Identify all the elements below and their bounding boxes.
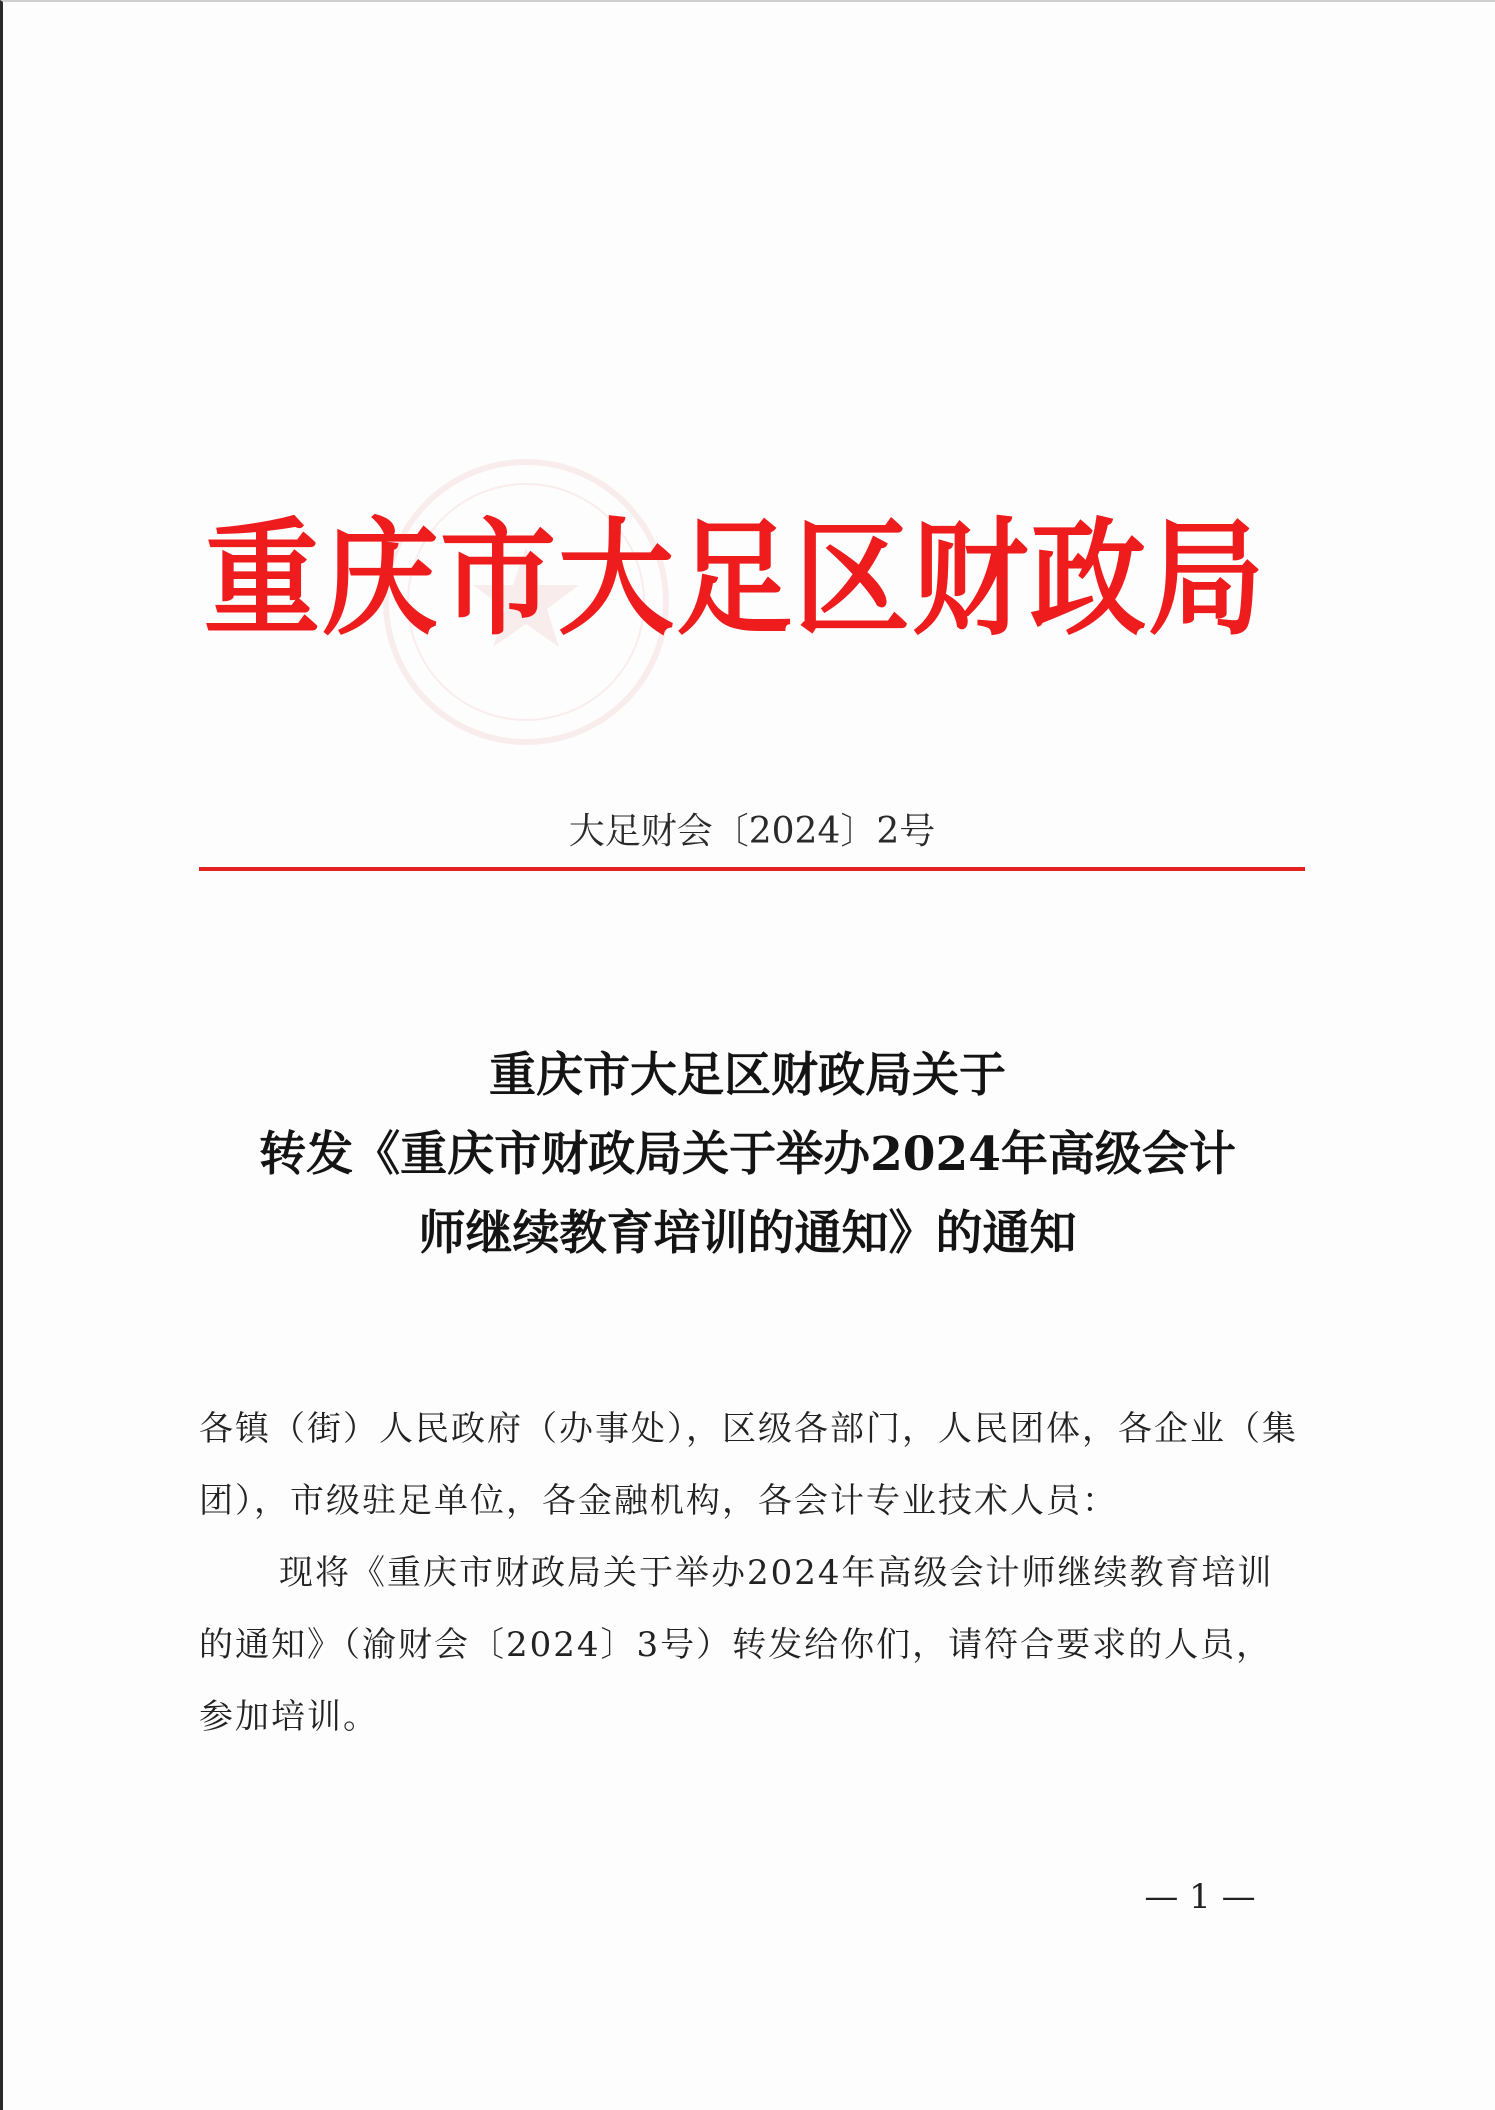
recipients-paragraph: 各镇（街）人民政府（办事处），区级各部门，人民团体，各企业（集团），市级驻足单位，各金融机构，各会计专业技术人员： [199,1409,1298,1521]
document-title [160,1036,1335,1273]
content-paragraph: 现将《重庆市财政局关于举办2024年高级会计师继续教育培训的通知》（渝财会〔2024〕3号）转发给你们，请符合要求的人员，参加培训。 [199,1553,1274,1737]
issuing-organization-header: 重庆市大足区财政局 [204,507,1266,653]
document-body [199,1393,1305,1753]
document-number: 大足财会〔2024〕2号 [568,811,936,852]
title-line-2: 转发《重庆市财政局关于举办2024年高级会计 [259,1127,1236,1182]
title-line-1: 重庆市大足区财政局关于 [489,1048,1006,1103]
title-line-3: 师继续教育培训的通知》的通知 [418,1206,1077,1261]
red-divider-line [199,867,1305,871]
page-number: — 1 — [1144,1877,1256,1917]
